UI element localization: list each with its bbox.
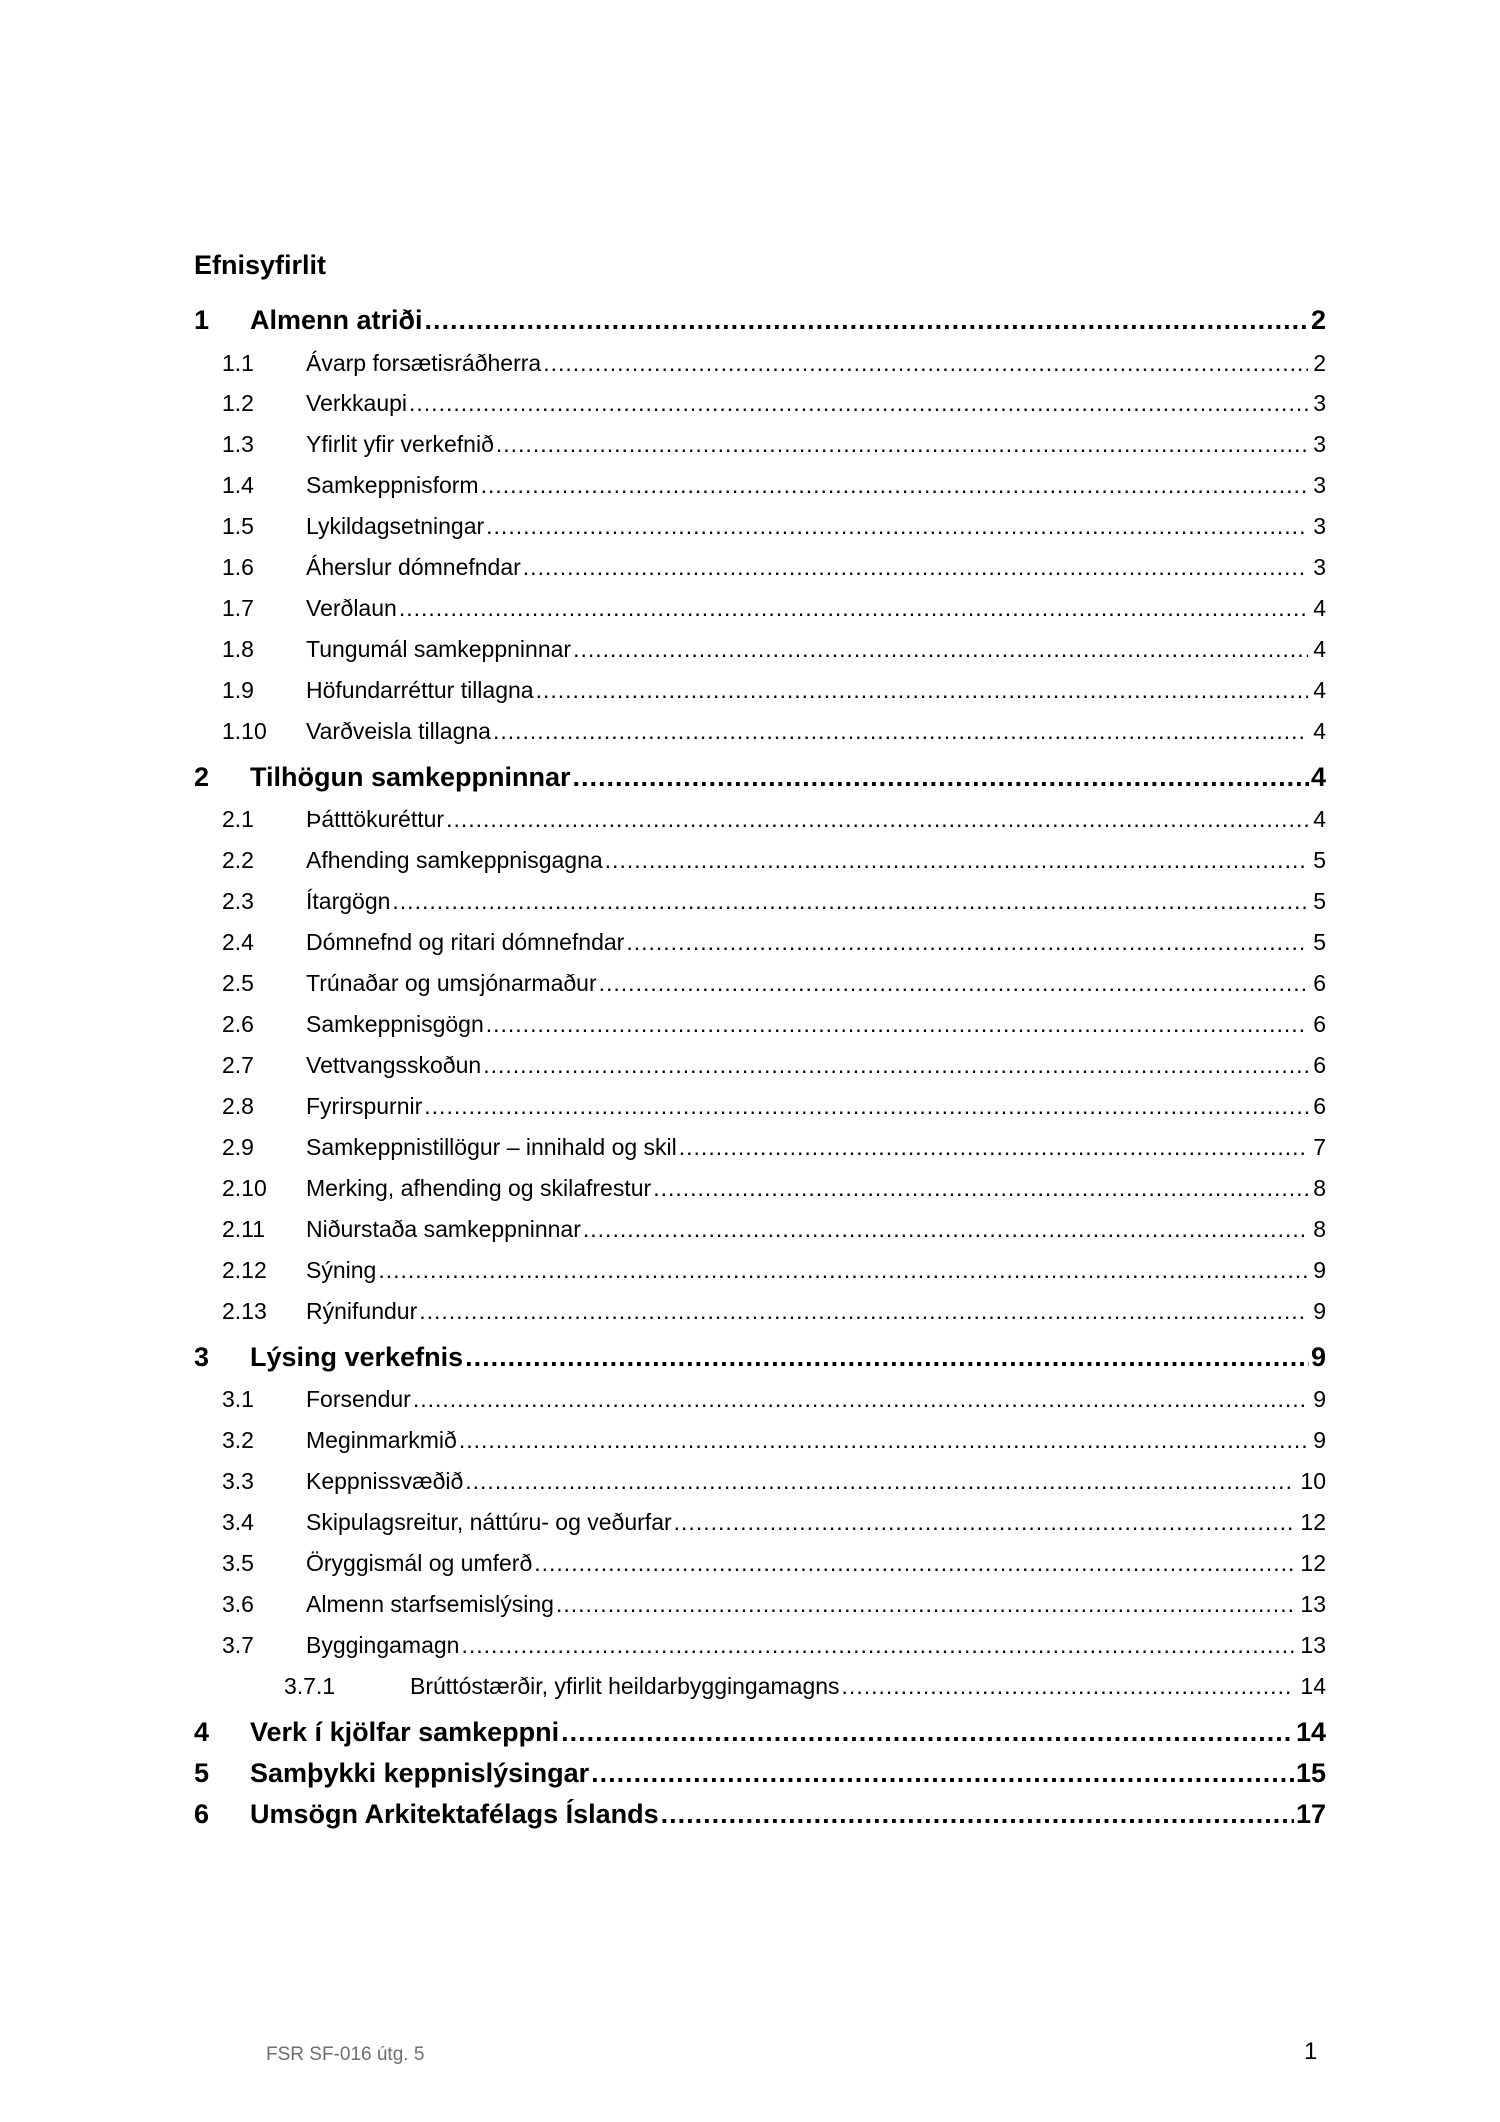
footer-page-number: 1 bbox=[1304, 2038, 1318, 2065]
toc-entry-page: 4 bbox=[1313, 677, 1326, 703]
toc-entry-title: Þátttökuréttur bbox=[306, 806, 445, 832]
toc-entry-number: 2.7 bbox=[222, 1052, 254, 1078]
toc-entry[interactable] bbox=[194, 1216, 1326, 1243]
toc-entry-page: 10 bbox=[1300, 1468, 1326, 1494]
toc-entry-number: 2.8 bbox=[222, 1093, 254, 1119]
toc-entry-title: Samkeppnisform bbox=[306, 472, 479, 498]
toc-entry-number: 1 bbox=[194, 305, 210, 335]
toc-entry-title: Forsendur bbox=[306, 1386, 411, 1412]
toc-entry-number: 2.5 bbox=[222, 970, 254, 996]
toc-entry-number: 2.12 bbox=[222, 1257, 267, 1283]
toc-entry[interactable] bbox=[194, 1093, 1326, 1120]
toc-entry-title: Samþykki keppnislýsingar bbox=[250, 1758, 590, 1788]
toc-entry-number: 3.1 bbox=[222, 1386, 254, 1412]
toc-entry[interactable] bbox=[194, 1673, 1326, 1700]
toc-entry-title: Verðlaun bbox=[306, 595, 397, 621]
toc-entry-number: 3.7 bbox=[222, 1632, 254, 1658]
toc-entry-page: 12 bbox=[1300, 1509, 1326, 1535]
dot-leader bbox=[419, 1298, 1308, 1325]
toc-entry-number: 1.3 bbox=[222, 431, 254, 457]
dot-leader bbox=[661, 1799, 1294, 1830]
toc-entry[interactable] bbox=[194, 1257, 1326, 1284]
dot-leader bbox=[446, 806, 1308, 833]
toc-entry[interactable] bbox=[194, 1134, 1326, 1161]
toc-entry-page: 15 bbox=[1295, 1758, 1326, 1788]
toc-entry-page: 14 bbox=[1295, 1717, 1326, 1747]
toc-entry-page: 4 bbox=[1310, 762, 1326, 792]
dot-leader bbox=[573, 762, 1309, 793]
toc-entry-number: 1.9 bbox=[222, 677, 254, 703]
toc-entry[interactable] bbox=[194, 1052, 1326, 1079]
dot-leader bbox=[534, 1550, 1294, 1577]
toc-entry-title: Merking, afhending og skilafrestur bbox=[306, 1175, 652, 1201]
toc-entry-title: Umsögn Arkitektafélags Íslands bbox=[250, 1799, 659, 1829]
toc-entry-title: Trúnaðar og umsjónarmaður bbox=[306, 970, 597, 996]
toc-entry[interactable] bbox=[194, 1509, 1326, 1536]
dot-leader bbox=[523, 554, 1308, 581]
toc-entry-page: 3 bbox=[1313, 390, 1326, 416]
toc-entry-number: 6 bbox=[194, 1799, 210, 1829]
toc-entry[interactable] bbox=[194, 595, 1326, 622]
dot-leader bbox=[605, 847, 1308, 874]
dot-leader bbox=[465, 1468, 1294, 1495]
toc-entry-page: 5 bbox=[1313, 847, 1326, 873]
toc-entry-title: Almenn starfsemislýsing bbox=[306, 1591, 554, 1617]
toc-entry-title: Tilhögun samkeppninnar bbox=[250, 762, 571, 792]
dot-leader bbox=[486, 513, 1308, 540]
toc-entry-number: 1.2 bbox=[222, 390, 254, 416]
toc-entry[interactable] bbox=[194, 1758, 1326, 1789]
dot-leader bbox=[561, 1717, 1294, 1748]
toc-heading: Efnisyfirlit bbox=[194, 250, 327, 280]
toc-entry-page: 5 bbox=[1313, 888, 1326, 914]
toc-entry-title: Keppnissvæðið bbox=[306, 1468, 464, 1494]
toc-entry-title: Yfirlit yfir verkefnið bbox=[306, 431, 494, 457]
toc-entry[interactable] bbox=[194, 1632, 1326, 1659]
footer-doc-code: FSR SF-016 útg. 5 bbox=[266, 2044, 425, 2065]
toc-entry[interactable] bbox=[194, 1342, 1326, 1373]
toc-entry-title: Skipulagsreitur, náttúru- og veðurfar bbox=[306, 1509, 672, 1535]
toc-entry-title: Öryggismál og umferð bbox=[306, 1550, 533, 1576]
toc-entry-number: 1.10 bbox=[222, 718, 267, 744]
toc-entry-title: Vettvangsskoðun bbox=[306, 1052, 482, 1078]
toc-entry-number: 3.3 bbox=[222, 1468, 254, 1494]
toc-entry[interactable] bbox=[194, 806, 1326, 833]
dot-leader bbox=[583, 1216, 1308, 1243]
toc-entry-title: Brúttóstærðir, yfirlit heildarbyggingamagns bbox=[410, 1673, 840, 1699]
toc-entry-title: Samkeppnistillögur – innihald og skil bbox=[306, 1134, 677, 1160]
toc-entry-title: Samkeppnisgögn bbox=[306, 1011, 484, 1037]
toc-entry-title: Lýsing verkefnis bbox=[250, 1342, 464, 1372]
toc-entry[interactable] bbox=[194, 1591, 1326, 1618]
dot-leader bbox=[461, 1632, 1294, 1659]
dot-leader bbox=[653, 1175, 1308, 1202]
toc-entry-number: 2.9 bbox=[222, 1134, 254, 1160]
toc-entry[interactable] bbox=[194, 888, 1326, 915]
toc-entry-page: 12 bbox=[1300, 1550, 1326, 1576]
dot-leader bbox=[481, 472, 1308, 499]
toc-entry[interactable] bbox=[194, 1550, 1326, 1577]
toc-entry-number: 4 bbox=[194, 1717, 210, 1747]
toc-entry-title: Meginmarkmið bbox=[306, 1427, 457, 1453]
toc-entry-title: Afhending samkeppnisgagna bbox=[306, 847, 603, 873]
dot-leader bbox=[591, 1758, 1294, 1789]
dot-leader bbox=[459, 1427, 1308, 1454]
dot-leader bbox=[679, 1134, 1308, 1161]
toc-entry-page: 3 bbox=[1313, 431, 1326, 457]
toc-entry-number: 2.1 bbox=[222, 806, 254, 832]
dot-leader bbox=[496, 431, 1308, 458]
dot-leader bbox=[483, 1052, 1308, 1079]
toc-entry-page: 9 bbox=[1313, 1386, 1326, 1412]
toc-entry-title: Ítargögn bbox=[306, 888, 391, 914]
toc-entry[interactable] bbox=[194, 762, 1326, 793]
toc-entry-page: 14 bbox=[1300, 1673, 1326, 1699]
toc-entry[interactable] bbox=[194, 677, 1326, 704]
toc-entry-number: 3.2 bbox=[222, 1427, 254, 1453]
toc-entry-title: Almenn atriði bbox=[250, 305, 423, 335]
dot-leader bbox=[573, 636, 1308, 663]
toc-entry-number: 2.2 bbox=[222, 847, 254, 873]
toc-entry-number: 1.1 bbox=[222, 350, 254, 376]
toc-entry-number: 1.5 bbox=[222, 513, 254, 539]
dot-leader bbox=[465, 1342, 1309, 1373]
toc-entry-title: Rýnifundur bbox=[306, 1298, 418, 1324]
dot-leader bbox=[413, 1386, 1308, 1413]
toc-entry-page: 17 bbox=[1295, 1799, 1326, 1829]
toc-entry-number: 3.4 bbox=[222, 1509, 254, 1535]
dot-leader bbox=[536, 677, 1308, 704]
toc-entry-number: 2.3 bbox=[222, 888, 254, 914]
toc-entry[interactable] bbox=[194, 970, 1326, 997]
toc-entry-page: 9 bbox=[1310, 1342, 1326, 1372]
toc-entry-page: 2 bbox=[1313, 350, 1326, 376]
toc-entry-number: 1.6 bbox=[222, 554, 254, 580]
dot-leader bbox=[425, 305, 1309, 336]
toc-entry-page: 13 bbox=[1300, 1632, 1326, 1658]
dot-leader bbox=[486, 1011, 1308, 1038]
toc-entry-page: 5 bbox=[1313, 929, 1326, 955]
toc-entry-title: Niðurstaða samkeppninnar bbox=[306, 1216, 581, 1242]
toc-entry-title: Dómnefnd og ritari dómnefndar bbox=[306, 929, 625, 955]
toc-entry-number: 3.5 bbox=[222, 1550, 254, 1576]
toc-entry-page: 8 bbox=[1313, 1216, 1326, 1242]
toc-entry[interactable] bbox=[194, 1427, 1326, 1454]
toc-entry-number: 2 bbox=[194, 762, 210, 792]
toc-entry-page: 9 bbox=[1313, 1298, 1326, 1324]
toc-entry[interactable] bbox=[194, 513, 1326, 540]
toc-entry[interactable] bbox=[194, 390, 1326, 417]
dot-leader bbox=[392, 888, 1308, 915]
dot-leader bbox=[493, 718, 1308, 745]
toc-entry[interactable] bbox=[194, 1298, 1326, 1325]
toc-entry-title: Verk í kjölfar samkeppni bbox=[250, 1717, 560, 1747]
toc-entry[interactable] bbox=[194, 1717, 1326, 1748]
toc-entry[interactable] bbox=[194, 1011, 1326, 1038]
toc-entry-page: 9 bbox=[1313, 1427, 1326, 1453]
toc-entry[interactable] bbox=[194, 554, 1326, 581]
toc-entry-title: Byggingamagn bbox=[306, 1632, 460, 1658]
toc-entry-title: Varðveisla tillagna bbox=[306, 718, 491, 744]
toc-entry-number: 2.11 bbox=[222, 1216, 266, 1242]
toc-entry[interactable] bbox=[194, 1799, 1326, 1830]
toc-entry-page: 7 bbox=[1313, 1134, 1326, 1160]
toc-entry[interactable] bbox=[194, 1175, 1326, 1202]
dot-leader bbox=[626, 929, 1308, 956]
toc-entry-page: 8 bbox=[1313, 1175, 1326, 1201]
toc-entry-number: 5 bbox=[194, 1758, 210, 1788]
toc-entry-page: 3 bbox=[1313, 554, 1326, 580]
toc-entry-page: 6 bbox=[1313, 1093, 1326, 1119]
dot-leader bbox=[378, 1257, 1308, 1284]
toc-entry[interactable] bbox=[194, 431, 1326, 458]
toc-entry-page: 4 bbox=[1313, 806, 1326, 832]
toc-entry-title: Sýning bbox=[306, 1257, 377, 1283]
toc-entry-page: 3 bbox=[1313, 472, 1326, 498]
dot-leader bbox=[556, 1591, 1294, 1618]
toc-entry-title: Tungumál samkeppninnar bbox=[306, 636, 572, 662]
toc-entry-page: 3 bbox=[1313, 513, 1326, 539]
toc-entry[interactable] bbox=[194, 350, 1326, 377]
toc-entry-title: Ávarp forsætisráðherra bbox=[306, 350, 542, 376]
toc-entry-page: 9 bbox=[1313, 1257, 1326, 1283]
toc-entry-number: 2.13 bbox=[222, 1298, 267, 1324]
toc-entry-page: 6 bbox=[1313, 1052, 1326, 1078]
dot-leader bbox=[399, 595, 1308, 622]
toc-entry-number: 1.4 bbox=[222, 472, 254, 498]
toc-entry[interactable] bbox=[194, 472, 1326, 499]
toc-entry-title: Fyrirspurnir bbox=[306, 1093, 423, 1119]
dot-leader bbox=[842, 1673, 1295, 1700]
toc-entry-page: 6 bbox=[1313, 1011, 1326, 1037]
toc-entry-page: 4 bbox=[1313, 636, 1326, 662]
toc-entry-title: Lykildagsetningar bbox=[306, 513, 485, 539]
toc-entry-page: 4 bbox=[1313, 595, 1326, 621]
toc-entry-page: 2 bbox=[1310, 305, 1326, 335]
toc-entry-title: Verkkaupi bbox=[306, 390, 408, 416]
toc-entry[interactable] bbox=[194, 1468, 1326, 1495]
toc-entry[interactable] bbox=[194, 929, 1326, 956]
toc-entry-number: 3.6 bbox=[222, 1591, 254, 1617]
toc-entry-title: Höfundarréttur tillagna bbox=[306, 677, 534, 703]
dot-leader bbox=[409, 390, 1308, 417]
toc-entry[interactable] bbox=[194, 636, 1326, 663]
dot-leader bbox=[599, 970, 1308, 997]
dot-leader bbox=[674, 1509, 1295, 1536]
toc-entry-page: 6 bbox=[1313, 970, 1326, 996]
toc-entry-number: 2.6 bbox=[222, 1011, 254, 1037]
toc-entry[interactable] bbox=[194, 718, 1326, 745]
toc-entry[interactable] bbox=[194, 1386, 1326, 1413]
toc-entry-number: 2.10 bbox=[222, 1175, 267, 1201]
toc-entry-number: 3.7.1 bbox=[284, 1673, 336, 1699]
toc-entry-number: 2.4 bbox=[222, 929, 254, 955]
toc-entry-number: 3 bbox=[194, 1342, 210, 1372]
toc-entry-number: 1.8 bbox=[222, 636, 254, 662]
toc-entry[interactable] bbox=[194, 305, 1326, 336]
toc-entry-page: 4 bbox=[1313, 718, 1326, 744]
toc-entry-page: 13 bbox=[1300, 1591, 1326, 1617]
toc-entry[interactable] bbox=[194, 847, 1326, 874]
dot-leader bbox=[424, 1093, 1308, 1120]
toc-entry-title: Áherslur dómnefndar bbox=[306, 554, 521, 580]
toc-entry-number: 1.7 bbox=[222, 595, 254, 621]
dot-leader bbox=[543, 350, 1308, 377]
